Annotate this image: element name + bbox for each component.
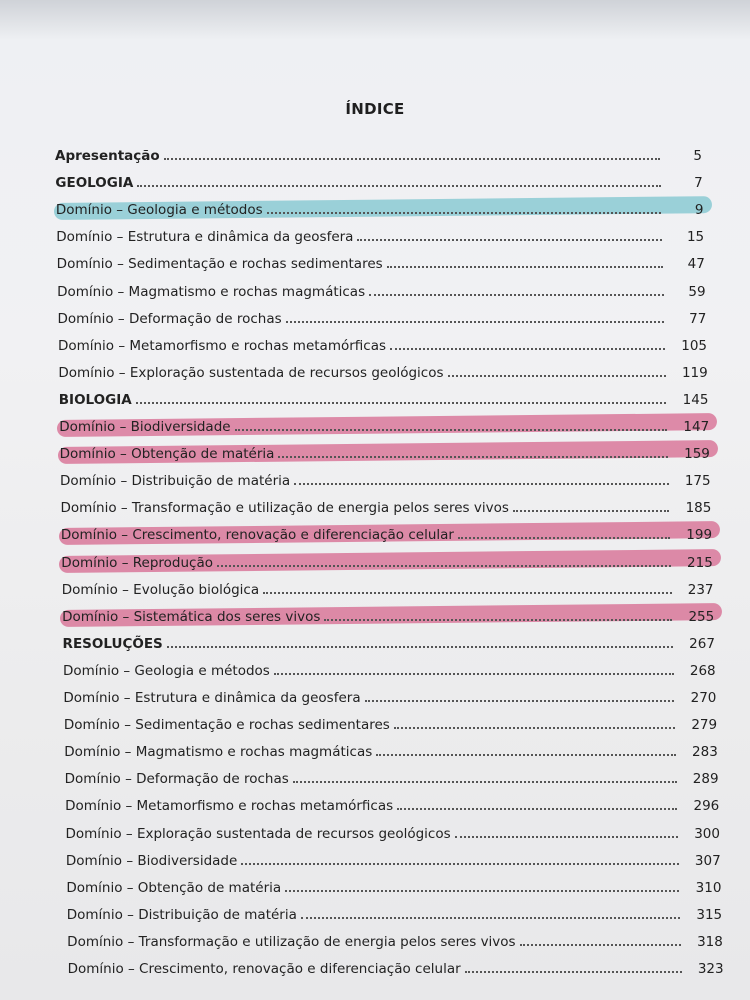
toc-page-number: 289 bbox=[692, 771, 719, 788]
dot-leader bbox=[324, 619, 672, 621]
toc-entry-row bbox=[62, 603, 714, 625]
toc-entry-label: Domínio – Evolução biológica bbox=[61, 581, 260, 598]
dot-leader bbox=[241, 863, 678, 865]
dot-leader bbox=[458, 537, 670, 539]
toc-entry-row bbox=[61, 521, 712, 543]
toc-entry-label: Domínio – Exploração sustentada de recursos geológicos bbox=[65, 825, 451, 842]
dot-leader bbox=[293, 781, 677, 783]
toc-page-number: 175 bbox=[684, 473, 711, 490]
toc-entry-label: RESOLUÇÕES bbox=[62, 635, 163, 652]
toc-section-row bbox=[55, 142, 702, 164]
toc-entry-label: Domínio – Exploração sustentada de recursos geológicos bbox=[58, 364, 444, 381]
dot-leader bbox=[136, 402, 667, 404]
toc-entry-label: Domínio – Magmatismo e rochas magmáticas bbox=[64, 744, 373, 761]
toc-entry-row bbox=[65, 792, 719, 814]
toc-entry-row bbox=[61, 549, 713, 571]
dot-leader bbox=[376, 754, 676, 756]
toc-page-number: 47 bbox=[687, 256, 705, 273]
toc-entry-row bbox=[59, 413, 709, 435]
toc-entry-label: Domínio – Distribuição de matéria bbox=[66, 906, 297, 923]
index-title: ÍNDICE bbox=[345, 100, 405, 118]
toc-entry-row bbox=[67, 928, 723, 950]
toc-page-number: 185 bbox=[685, 500, 712, 517]
toc-entry-label: Domínio – Magmatismo e rochas magmáticas bbox=[57, 283, 366, 300]
toc-entry-label: Domínio – Obtenção de matéria bbox=[59, 446, 275, 463]
toc-page-number: 7 bbox=[694, 175, 703, 192]
toc-entry-label: Domínio – Deformação de rochas bbox=[57, 310, 282, 327]
dot-leader bbox=[286, 321, 665, 323]
toc-page-number: 119 bbox=[681, 364, 708, 381]
toc-page-number: 147 bbox=[683, 419, 710, 435]
toc-page-number: 315 bbox=[696, 906, 723, 923]
toc-entry-label: Domínio – Deformação de rochas bbox=[64, 771, 289, 788]
toc-page-number: 270 bbox=[690, 690, 717, 706]
dot-leader bbox=[285, 890, 679, 892]
toc-page-number: 300 bbox=[694, 825, 720, 842]
toc-page-number: 323 bbox=[697, 961, 724, 977]
toc-entry-row bbox=[65, 765, 719, 787]
toc-entry-row bbox=[58, 305, 707, 327]
toc-entry-row bbox=[56, 223, 704, 245]
toc-page-number: 279 bbox=[691, 717, 718, 734]
dot-leader bbox=[164, 158, 660, 160]
dot-leader bbox=[217, 565, 671, 567]
toc-entry-row bbox=[64, 711, 717, 733]
toc-page-number: 283 bbox=[692, 744, 718, 761]
dot-leader bbox=[274, 673, 674, 675]
toc-entry-row bbox=[67, 901, 722, 923]
toc-page-number: 255 bbox=[688, 608, 715, 625]
dot-leader bbox=[278, 456, 667, 458]
toc-entry-row bbox=[66, 820, 721, 842]
toc-page-number: 105 bbox=[681, 337, 708, 354]
dot-leader bbox=[390, 348, 665, 350]
toc-entry-label: Domínio – Metamorfismo e rochas metamórficas bbox=[57, 337, 387, 354]
toc-page-number: 59 bbox=[688, 283, 706, 300]
toc-entry-row bbox=[63, 657, 716, 679]
toc-entry-label: Domínio – Obtenção de matéria bbox=[66, 879, 282, 896]
toc-entry-label: Domínio – Metamorfismo e rochas metamórficas bbox=[65, 798, 394, 815]
toc-entry-row bbox=[57, 278, 706, 300]
toc-entry-label: BIOLOGIA bbox=[58, 391, 132, 408]
dot-leader bbox=[294, 483, 668, 485]
toc-entry-label: Domínio – Sistemática dos seres vivos bbox=[62, 608, 321, 625]
toc-entry-row bbox=[64, 738, 718, 760]
toc-page-number: 145 bbox=[682, 391, 709, 408]
toc-entry-row bbox=[57, 250, 705, 272]
dot-leader bbox=[235, 429, 668, 431]
toc-entry-row bbox=[60, 467, 711, 489]
toc-entry-label: Domínio – Geologia e métodos bbox=[55, 202, 263, 219]
toc-page-number: 5 bbox=[693, 148, 702, 164]
toc-entry-row bbox=[60, 440, 710, 462]
dot-leader bbox=[513, 510, 669, 512]
toc-page-number: 237 bbox=[687, 581, 714, 598]
toc-entry-row bbox=[66, 874, 721, 896]
toc-entry-label: Domínio – Estrutura e dinâmica da geosfera bbox=[63, 690, 361, 706]
toc-entry-row bbox=[58, 359, 707, 381]
toc-entry-row bbox=[68, 955, 724, 977]
dot-leader bbox=[167, 646, 673, 648]
toc-entry-row bbox=[66, 847, 721, 869]
toc-entry-label: Domínio – Crescimento, renovação e diferenciação celular bbox=[60, 527, 454, 544]
toc-entry-label: Domínio – Transformação e utilização de energia pelos seres vivos bbox=[67, 933, 516, 950]
toc-entry-label: Domínio – Biodiversidade bbox=[59, 419, 231, 435]
toc-page-number: 9 bbox=[694, 202, 704, 219]
toc-page-number: 318 bbox=[697, 933, 723, 950]
toc-page-number: 267 bbox=[689, 635, 715, 652]
toc-entry-row bbox=[56, 196, 704, 218]
toc-page-number: 15 bbox=[686, 229, 705, 246]
toc-page-number: 307 bbox=[694, 852, 721, 869]
toc-page-number: 77 bbox=[689, 310, 707, 327]
toc-page-number: 310 bbox=[695, 879, 722, 896]
dot-leader bbox=[267, 212, 662, 214]
toc-entry-row bbox=[62, 576, 714, 598]
dot-leader bbox=[397, 808, 677, 810]
dot-leader bbox=[520, 944, 681, 946]
toc-section-row bbox=[55, 169, 702, 191]
toc-entry-label: Domínio – Transformação e utilização de energia pelos seres vivos bbox=[60, 500, 509, 517]
toc-entry-label: Apresentação bbox=[55, 148, 160, 164]
toc-page-number: 215 bbox=[687, 554, 713, 571]
toc-page-number: 199 bbox=[686, 527, 713, 544]
toc-section-row bbox=[59, 386, 709, 408]
toc-entry-label: Domínio – Reprodução bbox=[61, 554, 213, 571]
toc-entry-row bbox=[63, 684, 716, 706]
dot-leader bbox=[301, 917, 680, 919]
toc-entry-row bbox=[58, 332, 707, 354]
dot-leader bbox=[387, 266, 663, 268]
dot-leader bbox=[455, 836, 678, 838]
toc-page-number: 159 bbox=[684, 446, 710, 463]
dot-leader bbox=[365, 700, 675, 702]
toc-entry-row bbox=[60, 494, 711, 516]
dot-leader bbox=[137, 185, 660, 187]
toc-page-number: 296 bbox=[693, 798, 720, 815]
toc-section-row bbox=[63, 630, 715, 652]
toc-entry-label: Domínio – Sedimentação e rochas sedimentares bbox=[56, 256, 383, 273]
toc-entry-label: Domínio – Estrutura e dinâmica da geosfera bbox=[56, 229, 354, 246]
toc-entry-label: Domínio – Biodiversidade bbox=[65, 852, 238, 869]
dot-leader bbox=[448, 375, 666, 377]
toc-page-number: 268 bbox=[689, 662, 716, 679]
toc-entry-label: Domínio – Sedimentação e rochas sedimentares bbox=[63, 717, 390, 734]
dot-leader bbox=[465, 971, 682, 973]
toc-entry-label: Domínio – Distribuição de matéria bbox=[60, 473, 291, 490]
dot-leader bbox=[263, 592, 671, 594]
toc-entry-label: Domínio – Crescimento, renovação e diferenciação celular bbox=[67, 961, 461, 977]
toc-entry-label: Domínio – Geologia e métodos bbox=[62, 662, 270, 679]
dot-leader bbox=[357, 239, 662, 241]
dot-leader bbox=[369, 294, 663, 296]
dot-leader bbox=[394, 727, 675, 729]
toc-entry-label: GEOLOGIA bbox=[55, 175, 134, 192]
